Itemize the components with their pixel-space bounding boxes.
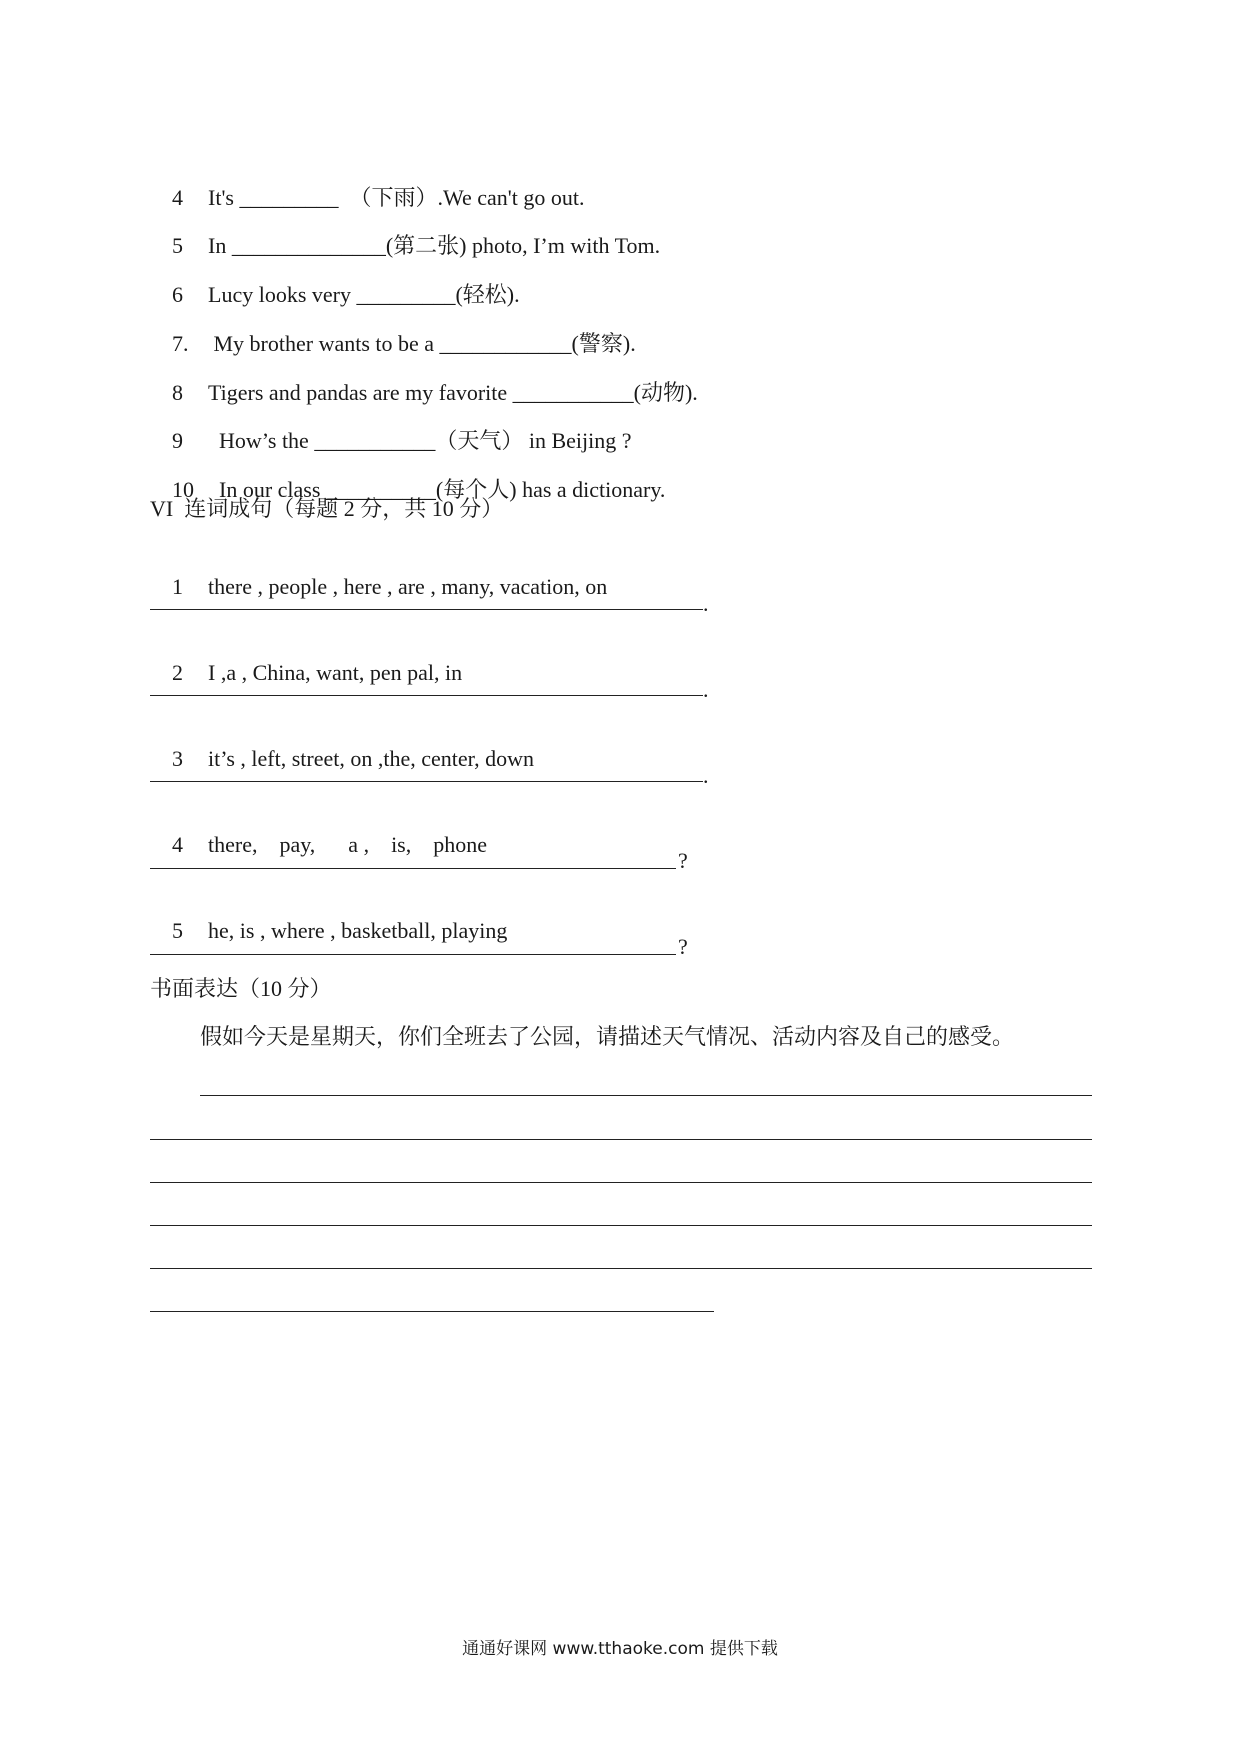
scrambled-words: I ,a , China, want, pen pal, in: [208, 660, 463, 685]
sentence-item: [150, 542, 607, 632]
scrambled-words: he, is , where , basketball, playing: [208, 918, 508, 943]
writing-line: [150, 1139, 1092, 1140]
item-number: 3: [172, 746, 183, 771]
item-number: 10: [172, 477, 194, 502]
item-number: 8: [172, 380, 183, 405]
item-text: It's _________ （下雨）.We can't go out.: [208, 185, 585, 210]
section-heading: 书面表达（10 分）: [150, 976, 332, 1001]
writing-line: [150, 1311, 714, 1312]
item-text: My brother wants to be a ____________(警察).: [208, 331, 636, 356]
end-punctuation: .: [703, 591, 709, 616]
scrambled-words: there, pay, a , is, phone: [208, 832, 488, 857]
end-punctuation: .: [703, 677, 709, 702]
writing-line: [200, 1095, 1092, 1096]
section-heading: VI 连词成句（每题 2 分，共 10 分）: [150, 496, 504, 521]
writing-line: [150, 1268, 1092, 1269]
answer-line: [150, 695, 703, 696]
footer-text: 通通好课网 www.tthaoke.com 提供下载: [462, 1639, 778, 1659]
item-number: 2: [172, 660, 183, 685]
item-number: 4: [172, 185, 183, 210]
sentence-item: [150, 800, 487, 890]
item-number: 6: [172, 282, 183, 307]
scrambled-words: it’s , left, street, on ,the, center, down: [208, 746, 534, 771]
sentence-item: [150, 628, 462, 718]
writing-line: [150, 1225, 1092, 1226]
item-text: In ______________(第二张) photo, I’m with Tom.: [208, 233, 661, 258]
scrambled-words: there , people , here , are , many, vacation, on: [208, 574, 608, 599]
item-number: 7.: [172, 331, 189, 356]
sentence-item: [150, 714, 534, 804]
sentence-item: [150, 886, 507, 976]
item-number: 9: [172, 428, 183, 453]
item-number: 5: [172, 233, 183, 258]
answer-line: [150, 954, 676, 955]
answer-line: [150, 868, 676, 869]
item-text: How’s the ___________（天气） in Beijing ?: [208, 428, 632, 453]
end-punctuation: ?: [678, 848, 688, 873]
item-number: 1: [172, 574, 183, 599]
writing-line: [150, 1182, 1092, 1183]
item-number: 5: [172, 918, 183, 943]
item-text: Tigers and pandas are my favorite ___________(动物).: [208, 380, 698, 405]
writing-prompt: 假如今天是星期天，你们全班去了公园，请描述天气情况、活动内容及自己的感受。: [200, 1024, 1015, 1049]
item-text: Lucy looks very _________(轻松).: [208, 282, 520, 307]
item-text: In our class __________(每个人) has a dictionary.: [208, 477, 666, 502]
answer-line: [150, 609, 703, 610]
item-number: 4: [172, 832, 183, 857]
end-punctuation: ?: [678, 934, 688, 959]
end-punctuation: .: [703, 763, 709, 788]
answer-line: [150, 781, 703, 782]
